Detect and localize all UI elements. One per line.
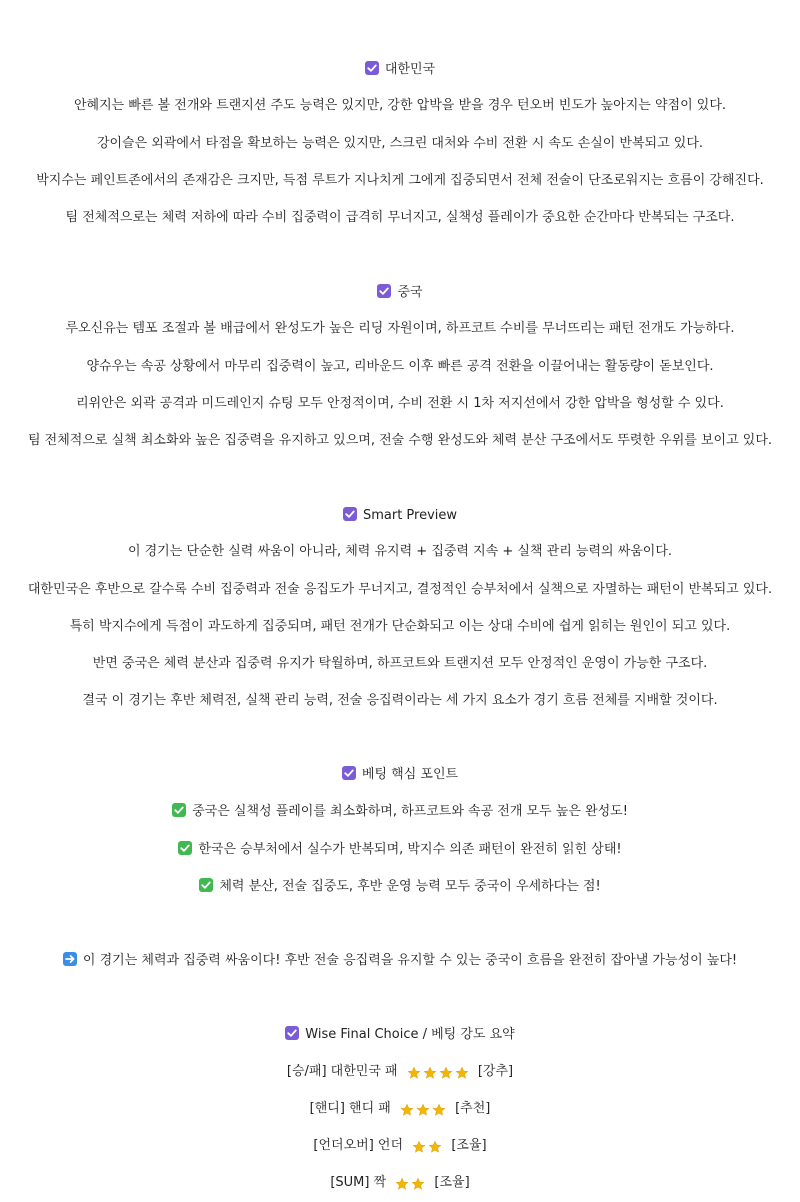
star-icon: [416, 1103, 430, 1117]
korea-heading-text: 대한민국: [384, 62, 436, 77]
star-icon: [455, 1066, 469, 1080]
checkbox-checked-icon: [365, 61, 379, 75]
checkbox-checked-icon: [343, 507, 357, 521]
star-rating: [411, 1137, 443, 1157]
china-line-4: 팀 전체적으로 실책 최소화와 높은 집중력을 유지하고 있으며, 전술 수행 완성도와 체력 분산 구조에서도 뚜렷한 우위를 보이고 있다.: [27, 433, 773, 448]
star-rating: [399, 1100, 447, 1120]
preview-line-5: 결국 이 경기는 후반 체력전, 실책 관리 능력, 전술 응집력이라는 세 가지 요소가 경기 흐름 전체를 지배할 것이다.: [82, 693, 718, 708]
preview-heading: [0, 506, 800, 526]
preview-line-4: 반면 중국은 체력 분산과 집중력 유지가 탁월하며, 하프코트와 트랜지션 모두 안정적인 운영이 가능한 구조다.: [92, 656, 708, 671]
conclusion-text: 이 경기는 체력과 집중력 싸움이다! 후반 전술 응집력을 유지할 수 있는 중국이 흐름을 완전히 잡아낼 가능성이 높다!: [82, 953, 738, 968]
checkbox-checked-icon: [285, 1026, 299, 1040]
pick-tag: [조율]: [434, 1175, 470, 1190]
korea-line-3: 박지수는 페인트존에서의 존재감은 크지만, 득점 루트가 지나치게 그에게 집중되면서 전체 전술이 단조로워지는 흐름이 강해진다.: [36, 173, 764, 188]
betting-point-text: 체력 분산, 전술 집중도, 후반 운영 능력 모두 중국이 우세하다는 점!: [219, 879, 601, 894]
checkbox-checked-icon: [377, 284, 391, 298]
pick-label: [SUM] 짝: [330, 1175, 387, 1190]
korea-line-4: 팀 전체적으로는 체력 저하에 따라 수비 집중력이 급격히 무너지고, 실책성 플레이가 중요한 순간마다 반복되는 구조다.: [65, 210, 735, 225]
pick-tag: [조율]: [451, 1138, 487, 1153]
star-icon: [395, 1177, 409, 1191]
korea-line-2: 강이슬은 외곽에서 타점을 확보하는 능력은 있지만, 스크린 대처와 수비 전환 시 속도 손실이 반복되고 있다.: [96, 136, 704, 151]
betting-heading-text: 베팅 핵심 포인트: [361, 767, 459, 782]
betting-point-2: [0, 840, 800, 860]
conclusion: [0, 951, 800, 971]
china-heading: [0, 283, 800, 303]
pick-label: [핸디] 핸디 패: [309, 1101, 391, 1116]
pick-row: [0, 1173, 800, 1194]
pick-row: [0, 1136, 800, 1157]
final-heading-text: Wise Final Choice / 베팅 강도 요약: [305, 1027, 515, 1042]
final-heading: [0, 1025, 800, 1045]
checkbox-checked-icon: [342, 766, 356, 780]
pick-label: [언더오버] 언더: [313, 1138, 404, 1153]
star-icon: [428, 1140, 442, 1154]
betting-point-text: 중국은 실책성 플레이를 최소화하며, 하프코트와 속공 전개 모두 높은 완성도!: [192, 804, 628, 819]
white-check-mark-icon: [172, 803, 186, 817]
pick-tag: [추천]: [455, 1101, 491, 1116]
pick-row: [0, 1099, 800, 1120]
preview-line-2: 대한민국은 후반으로 갈수록 수비 집중력과 전술 응집도가 무너지고, 결정적인 승부처에서 실책으로 자멸하는 패턴이 반복되고 있다.: [27, 582, 773, 597]
preview-heading-text: Smart Preview: [362, 508, 458, 523]
korea-line-1: 안혜지는 빠른 볼 전개와 트랜지션 주도 능력은 있지만, 강한 압박을 받을 경우 턴오버 빈도가 높아지는 약점이 있다.: [73, 98, 727, 113]
china-line-1: 루오신유는 템포 조절과 볼 배급에서 완성도가 높은 리딩 자원이며, 하프코트 수비를 무너뜨리는 패턴 전개도 가능하다.: [65, 321, 735, 336]
star-icon: [439, 1066, 453, 1080]
star-icon: [411, 1177, 425, 1191]
pick-label: [승/패] 대한민국 패: [286, 1064, 398, 1079]
star-icon: [412, 1140, 426, 1154]
star-rating: [394, 1174, 426, 1194]
preview-line-1: 이 경기는 단순한 실력 싸움이 아니라, 체력 유지력 + 집중력 지속 + 실책 관리 능력의 싸움이다.: [127, 544, 673, 559]
betting-point-1: [0, 802, 800, 822]
korea-heading: [0, 60, 800, 80]
preview-line-3: 특히 박지수에게 득점이 과도하게 집중되며, 패턴 전개가 단순화되고 이는 상대 수비에 쉽게 읽히는 원인이 되고 있다.: [69, 619, 731, 634]
star-icon: [400, 1103, 414, 1117]
betting-point-text: 한국은 승부처에서 실수가 반복되며, 박지수 의존 패턴이 완전히 읽힌 상태!: [198, 842, 622, 857]
star-icon: [423, 1066, 437, 1080]
right-arrow-icon: [63, 952, 77, 966]
white-check-mark-icon: [178, 841, 192, 855]
betting-heading: [0, 765, 800, 785]
star-icon: [432, 1103, 446, 1117]
star-icon: [407, 1066, 421, 1080]
pick-row: [0, 1062, 800, 1083]
white-check-mark-icon: [199, 878, 213, 892]
china-line-2: 양슈우는 속공 상황에서 마무리 집중력이 높고, 리바운드 이후 빠른 공격 전환을 이끌어내는 활동량이 돋보인다.: [86, 359, 714, 374]
star-rating: [406, 1063, 470, 1083]
china-heading-text: 중국: [397, 285, 423, 300]
betting-point-3: [0, 877, 800, 897]
pick-tag: [강추]: [477, 1064, 514, 1079]
china-line-3: 리위안은 외곽 공격과 미드레인지 슈팅 모두 안정적이며, 수비 전환 시 1차 저지선에서 강한 압박을 형성할 수 있다.: [76, 396, 724, 411]
